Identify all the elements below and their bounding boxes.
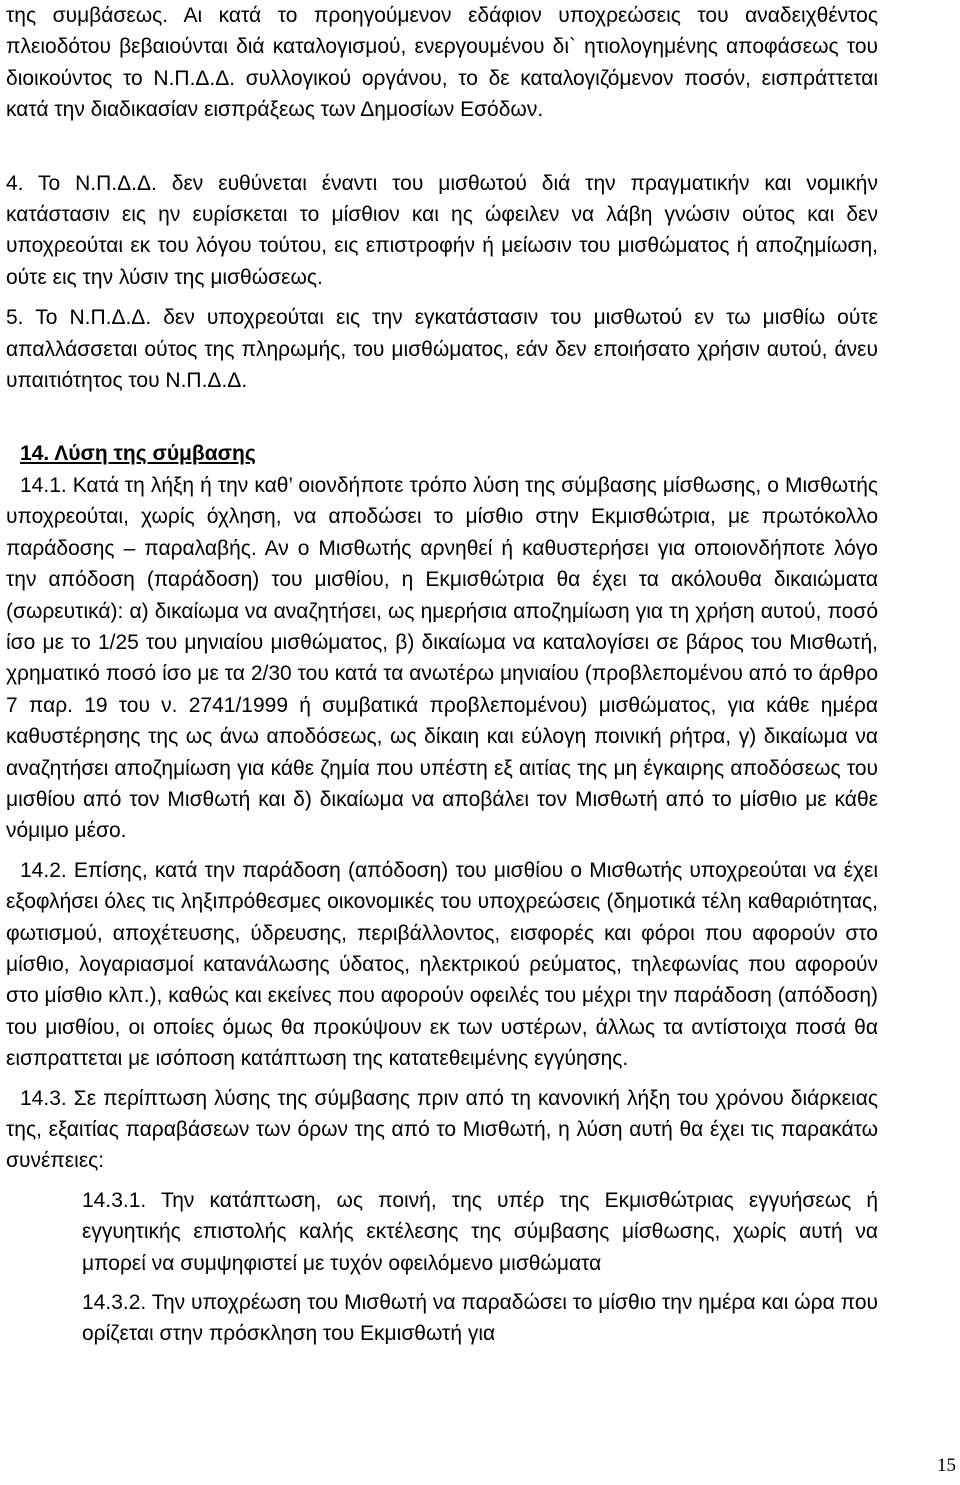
clause-14-1: 14.1. Κατά τη λήξη ή την καθ’ οιονδήποτε τρόπο λύση της σύμβασης μίσθωσης, ο Μισθωτής υποχρεούται, χωρίς όχληση, να αποδώσει το μίσθιο στην Εκμισθώτρια, με πρωτόκολλο παράδοσης – παραλαβής. Αν ο Μισθωτής αρνηθεί ή καθυστερήσει για οποιονδήποτε λόγο την απόδοση (παράδοση) του μισθίου, η Εκμισθώτρια θα έχει τα ακόλουθα δικαιώματα (σωρευτικά): α) δικαίωμα να αναζητήσει, ως ημερήσια αποζημίωση για τη χρήση αυτού, ποσό ίσο με το 1/25 του μηνιαίου μισθώματος, β) δικαίωμα να καταλογίσει σε βάρος του Μισθωτή, χρηματικό ποσό ίσο με τα 2/30 του κατά τα ανωτέρω μηνιαίου (προβλεπομένου από το άρθρο 7 παρ. 19 του ν. 2741/1999 ή συμβατικά προβλεπομένου) μισθώματος, για κάθε ημέρα καθυστέρησης της ως άνω αποδόσεως, ως δίκαιη και εύλογη ποινική ρήτρα, γ) δικαίωμα να αναζητήσει αποζημίωση για κάθε ζημία που υπέστη εξ αιτίας της μη έγκαιρης αποδόσεως του μισθίου από τον Μισθωτή και δ) δικαίωμα να αποβάλει τον Μισθωτή από το μίσθιο με κάθε νόμιμο μέσο. — [6, 473, 878, 843]
clause-14-2: 14.2. Επίσης, κατά την παράδοση (απόδοση) του μισθίου ο Μισθωτής υποχρεούται να έχει εξοφλήσει όλες τις ληξιπρόθεσμες οικονομικές του υποχρεώσεις (δημοτικά τέλη καθαριότητας, φωτισμού, αποχέτευσης, ύδρευσης, περιβάλλοντος, εισφορές και φόροι που αφορούν στο μίσθιο, λογαριασμοί κατανάλωσης ύδατος, ηλεκτρικού ρεύματος, τηλεφωνίας που αφορούν στο μίσθιο κλπ.), καθώς και εκείνες που αφορούν οφειλές του μέχρι την παράδοση (απόδοση) του μισθίου, οι οποίες όμως θα προκύψουν εκ των υστέρων, άλλως τα αντίστοιχα ποσά θα εισπραττεται με ισόποση κατάπτωση της κατατεθειμένης εγγύησης. — [6, 858, 878, 1071]
document-page — [6, 0, 878, 1350]
paragraph-4: 4. Το Ν.Π.Δ.Δ. δεν ευθύνεται έναντι του μισθωτού διά την πραγματικήν και νομικήν κατάστασιν εις ην ευρίσκεται το μίσθιον και ης ώφειλεν να λάβη γνώσιν ούτος και δεν υποχρεούται εκ του λόγου τούτου, εις επιστροφήν ή μείωσιν του μισθώματος ή αποζημίωση, ούτε εις την λύσιν της μισθώσεως. — [6, 171, 878, 289]
section-heading: 14. Λύση της σύμβασης — [20, 442, 256, 466]
paragraph-continuation: της συμβάσεως. Αι κατά το προηγούμενον εδάφιον υποχρεώσεις του αναδειχθέντος πλειοδότου βεβαιούνται διά καταλογισμού, ενεργουμένου δι` ητιολογημένης αποφάσεως του διοικούντος το Ν.Π.Δ.Δ. συλλογικού οργάνου, το δε καταλογιζόμενον ποσόν, εισπράττεται κατά την διαδικασίαν εισπράξεως των Δημοσίων Εσόδων. — [6, 4, 878, 122]
paragraph-5: 5. Το Ν.Π.Δ.Δ. δεν υποχρεούται εις την εγκατάστασιν του μισθωτού εν τω μισθίω ούτε απαλλάσσεται ούτος της πληρωμής, του μισθώματος, εάν δεν εποιήσατο χρήσιν αυτού, άνευ υπαιτιότητος του Ν.Π.Δ.Δ. — [6, 306, 878, 393]
page-number: 15 — [937, 1455, 956, 1476]
subclause-14-3-2 — [6, 1287, 878, 1350]
subclause-14-3-1-text: 14.3.1. Την κατάπτωση, ως ποινή, της υπέρ της Εκμισθώτριας εγγυήσεως ή εγγυητικής επιστολής καλής εκτέλεσης της σύμβασης μίσθωσης, χωρίς αυτή να μπορεί να συμψηφιστεί με τυχόν οφειλόμενο μισθώματα — [82, 1188, 878, 1275]
subclause-14-3-1 — [6, 1185, 878, 1279]
clause-14-3: 14.3. Σε περίπτωση λύσης της σύμβασης πριν από τη κανονική λήξη του χρόνου διάρκειας της, εξαιτίας παραβάσεων των όρων της από το Μισθωτή, η λύση αυτή θα έχει τις παρακάτω συνέπειες: — [6, 1086, 878, 1173]
subclause-14-3-2-text: 14.3.2. Την υποχρέωση του Μισθωτή να παραδώσει το μίσθιο την ημέρα και ώρα που ορίζεται στην πρόσκληση του Εκμισθωτή για — [82, 1291, 878, 1346]
